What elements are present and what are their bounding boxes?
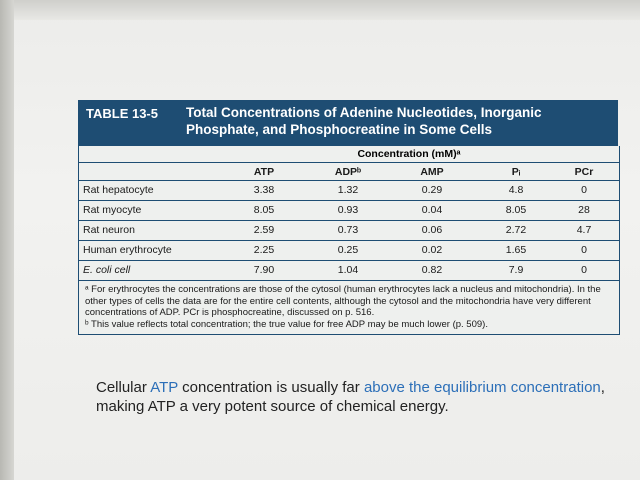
concentration-header: Concentration (mM)ᵃ [79,146,619,163]
table-cell: 2.72 [505,224,527,236]
slide [62,60,618,440]
table-row [79,221,619,241]
table-cell: 1.32 [337,184,359,196]
table-cell: 0 [581,264,587,276]
caption-text: concentration is usually far [178,379,364,396]
table-cell: 0.73 [337,224,359,236]
table-title: Total Concentrations of Adenine Nucleotides, Inorganic Phosphate, and Phosphocreatine in Some Cells [186,105,542,137]
footnote-b: ᵇ This value reflects total concentration; the true value for free ADP may be much lower (p. 509). [85,318,488,330]
table-row [79,241,619,261]
column-header: PCr [574,166,594,178]
footnote-a: ᵃ For erythrocytes the concentrations are those of the cytosol (human erythrocytes lack a nucleus and mitochondria). In the other types of cells the data are for the entire cell contents, although the cytosol and the mitochondria have very different concentrations of ADP. PCr is phosphocreatine, discussed on p. 516. [85,284,601,318]
slide-caption [96,378,616,416]
table-row [79,201,619,221]
monitor-bezel-left [0,0,14,480]
table-cell: 0 [581,184,587,196]
table-cell: 0.06 [421,224,443,236]
table-cell: 0.25 [337,244,359,256]
column-header: AMP [420,166,444,178]
caption-highlight: ATP [150,379,178,396]
caption-highlight: above the equilibrium concentration [363,379,601,396]
table-cell: 7.9 [508,264,524,276]
table-cell: 1.04 [337,264,359,276]
caption-text: Cellular [96,379,151,396]
table-cell: 0 [581,244,587,256]
table-label: TABLE 13-5 [86,106,158,121]
table-header [78,100,618,146]
table-cell: 0.93 [337,204,359,216]
row-label: Rat myocyte [83,204,142,216]
row-label: Rat hepatocyte [83,184,154,196]
table-cell: 7.90 [253,264,275,276]
table-cell: 3.38 [253,184,275,196]
monitor-screen [14,0,640,480]
row-label: Human erythrocyte [83,244,172,256]
table-cell: 28 [578,204,590,216]
table-cell: 0.82 [421,264,443,276]
caption-text: , making ATP a very potent source of chemical energy. [96,379,605,415]
table-row [79,181,619,201]
data-table [78,146,620,335]
row-label: Rat neuron [83,224,135,236]
column-header: ADPᵇ [334,166,362,178]
table-cell: 4.7 [576,224,592,236]
table-footnotes [79,281,619,334]
table-cell: 4.8 [508,184,524,196]
column-header-row [79,163,619,181]
column-header: ATP [253,166,275,178]
monitor-bezel-top [0,0,640,20]
table-cell: 2.25 [253,244,275,256]
row-label: E. coli cell [83,264,131,276]
table-cell: 0.02 [421,244,443,256]
table-cell: 0.04 [421,204,443,216]
table-cell: 8.05 [253,204,275,216]
table-cell: 2.59 [253,224,275,236]
table-row [79,261,619,281]
table-cell: 0.29 [421,184,443,196]
column-header: Pᵢ [511,166,521,178]
table-cell: 1.65 [505,244,527,256]
table-cell: 8.05 [505,204,527,216]
